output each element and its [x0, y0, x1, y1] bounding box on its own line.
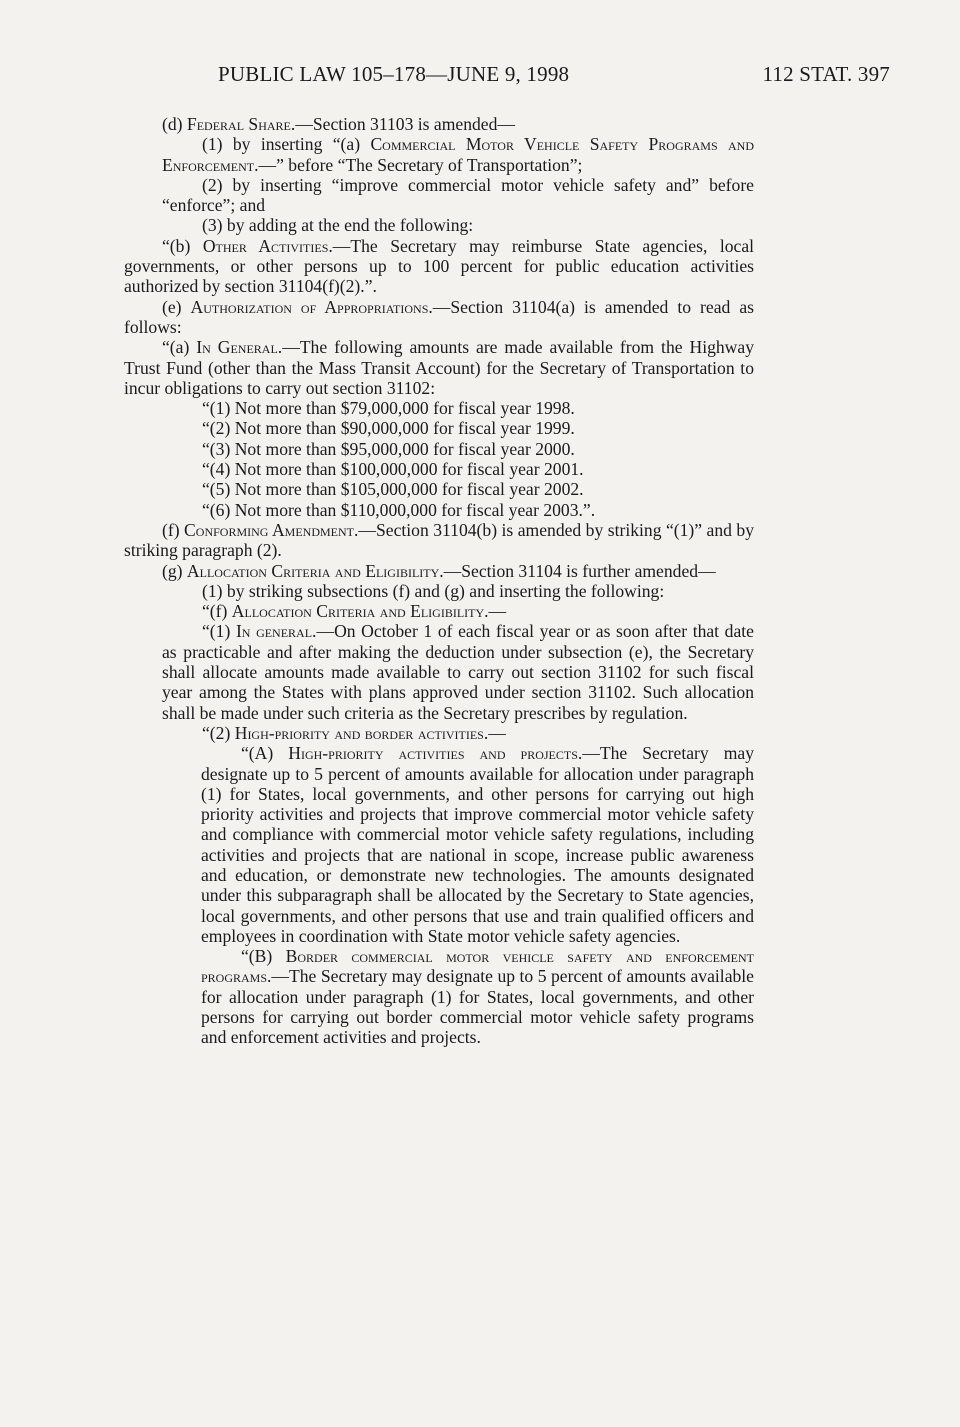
funding-fy1998: “(1) Not more than $79,000,000 for fiscal year 1998.: [202, 398, 575, 419]
subsection-d: (d) Federal Share.—Section 31103 is amended—: [162, 114, 516, 134]
inserted-subsection-a: “(a) In General.—The following amounts are made available from the Highway Trust Fund (other than the Mass Transit Account) for the Secretary of Transportation to incur obligations to carry out section 31102:: [124, 337, 754, 398]
amendment-item-2: (2) by inserting “improve commercial motor vehicle safety and” before “enforce”; and: [162, 174, 754, 216]
running-head: PUBLIC LAW 105–178—JUNE 9, 1998: [218, 62, 570, 86]
subsection-f: (f) Conforming Amendment.—Section 31104(b) is amended by striking “(1)” and by striking paragraph (2).: [124, 519, 754, 561]
inserted-subsection-f: “(f) Allocation Criteria and Eligibility.—: [202, 601, 507, 622]
paragraph-f1: “(1) In general.—On October 1 of each fiscal year or as soon after that date as practicable and after making the deduction under subsection (e), the Secretary shall allocate amounts made available to carry out section 31102 for such fiscal year among the States with plans approved under section 31102. Such allocation shall be made under such criteria as the Secretary prescribes by regulation.: [162, 621, 754, 723]
inserted-subsection-b: “(b) Other Activities.—The Secretary may reimburse State agencies, local governments, or other persons up to 100 percent for public education activities authorized by section 31104(f)(2).”.: [124, 235, 755, 297]
subparagraph-A: “(A) High-priority activities and projects.—The Secretary may designate up to 5 percent of amounts available for allocation under paragraph (1) for States, local governments, and other persons for carrying out high priority activities and projects that improve commercial motor vehicle safety and compliance with commercial motor vehicle safety regulations, including activities and projects that are national in scope, increase public awareness and education, or demonstrate new technologies. The amounts designated under this subparagraph shall be allocated by the Secretary to State agencies, local governments, and other persons that use and train qualified officers and employees in coordination with State motor vehicle safety agencies.: [201, 743, 754, 946]
funding-fy2000: “(3) Not more than $95,000,000 for fiscal year 2000.: [202, 438, 575, 459]
statute-page-number: 112 STAT. 397: [762, 62, 890, 86]
funding-fy2003: “(6) Not more than $110,000,000 for fiscal year 2003.”.: [202, 499, 596, 520]
amendment-item-g1: (1) by striking subsections (f) and (g) and inserting the following:: [202, 580, 665, 601]
amendment-item-1: (1) by inserting “(a) Commercial Motor Vehicle Safety Programs and Enforcement.—” before “The Secretary of Transportation”;: [162, 134, 754, 175]
funding-fy2001: “(4) Not more than $100,000,000 for fiscal year 2001.: [202, 459, 584, 480]
paragraph-f2: “(2) High-priority and border activities.—: [202, 722, 506, 743]
funding-fy2002: “(5) Not more than $105,000,000 for fiscal year 2002.: [202, 479, 584, 500]
subsection-e: (e) Authorization of Appropriations.—Section 31104(a) is amended to read as follows:: [124, 296, 754, 337]
subsection-g: (g) Allocation Criteria and Eligibility.—Section 31104 is further amended—: [162, 560, 716, 581]
subparagraph-B: “(B) Border commercial motor vehicle safety and enforcement programs.—The Secretary may designate up to 5 percent of amounts available for allocation under paragraph (1) for States, local governments, and other persons for carrying out border commercial motor vehicle safety programs and enforcement activities and projects.: [201, 946, 754, 1048]
amendment-item-3: (3) by adding at the end the following:: [202, 215, 474, 236]
document-body: [124, 114, 754, 1048]
funding-fy1999: “(2) Not more than $90,000,000 for fiscal year 1999.: [202, 418, 575, 439]
